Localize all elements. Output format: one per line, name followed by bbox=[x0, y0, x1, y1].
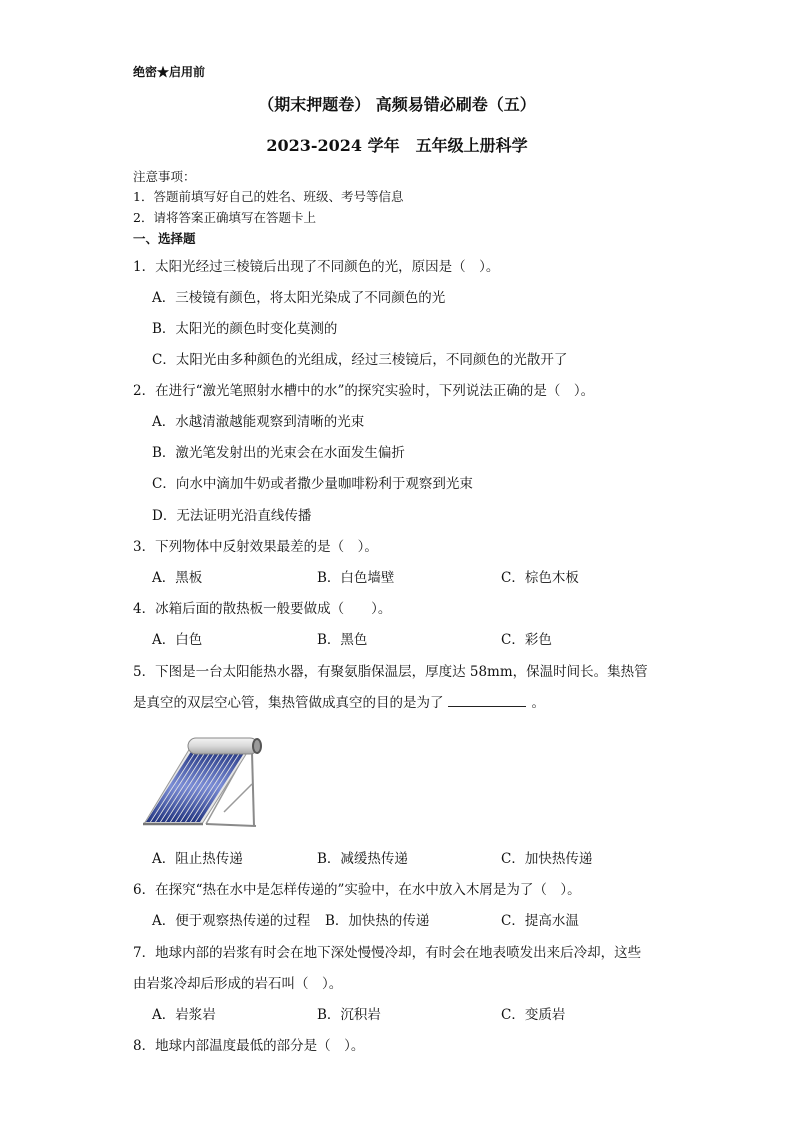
question-7-option-b: B．沉积岩 bbox=[317, 1007, 381, 1023]
exam-subtitle: 2023-2024 学年 五年级上册科学 bbox=[266, 136, 528, 155]
question-3-option-b: B．白色墙壁 bbox=[317, 570, 395, 586]
question-5-option-c: C．加快热传递 bbox=[501, 851, 593, 867]
question-6-option-a: A．便于观察热传递的过程 bbox=[152, 913, 311, 929]
question-1-option-b: B．太阳光的颜色时变化莫测的 bbox=[152, 321, 338, 337]
question-5-line-2 bbox=[133, 691, 545, 711]
solar-water-heater-image bbox=[140, 734, 268, 832]
question-4-option-c: C．彩色 bbox=[501, 632, 552, 648]
question-5-line-1: 5．下图是一台太阳能热水器，有聚氨脂保温层，厚度达 58mm，保温时间长。集热管 bbox=[133, 664, 648, 680]
question-5-option-a: A．阻止热传递 bbox=[152, 851, 243, 867]
question-3-option-c: C．棕色木板 bbox=[501, 570, 579, 586]
question-1-option-c: C．太阳光由多种颜色的光组成，经过三棱镜后，不同颜色的光散开了 bbox=[152, 352, 568, 368]
question-6-option-b: B．加快热的传递 bbox=[325, 913, 430, 929]
question-4-option-a: A．白色 bbox=[152, 632, 203, 648]
question-1-stem: 1．太阳光经过三棱镜后出现了不同颜色的光，原因是（ ）。 bbox=[133, 259, 500, 275]
question-7-line-1: 7．地球内部的岩浆有时会在地下深处慢慢冷却，有时会在地表喷发出来后冷却，这些 bbox=[133, 945, 642, 961]
answer-blank[interactable] bbox=[448, 694, 526, 707]
question-2-option-c: C．向水中滴加牛奶或者撒少量咖啡粉利于观察到光束 bbox=[152, 476, 473, 492]
question-2-option-d: D．无法证明光沿直线传播 bbox=[152, 508, 312, 524]
question-2-stem: 2．在进行“激光笔照射水槽中的水”的探究实验时，下列说法正确的是（ ）。 bbox=[133, 383, 595, 399]
question-6-option-c: C．提高水温 bbox=[501, 913, 579, 929]
question-8-stem: 8．地球内部温度最低的部分是（ ）。 bbox=[133, 1038, 365, 1054]
question-7-option-a: A．岩浆岩 bbox=[152, 1007, 216, 1023]
question-4-stem: 4．冰箱后面的散热板一般要做成（ ）。 bbox=[133, 601, 392, 617]
notes-heading: 注意事项： bbox=[133, 169, 196, 184]
question-7-line-2: 由岩浆冷却后形成的岩石叫（ ）。 bbox=[133, 976, 343, 992]
question-5-line-2-text: 是真空的双层空心管，集热管做成真空的目的是为了 bbox=[133, 695, 444, 711]
question-1-option-a: A．三棱镜有颜色，将太阳光染成了不同颜色的光 bbox=[152, 290, 446, 306]
question-4-option-b: B．黑色 bbox=[317, 632, 368, 648]
question-2-option-a: A．水越清澈越能观察到清晰的光束 bbox=[152, 414, 365, 430]
question-3-option-a: A．黑板 bbox=[152, 570, 203, 586]
header-secret-label: 绝密★启用前 bbox=[133, 65, 206, 79]
question-6-stem: 6．在探究“热在水中是怎样传递的”实验中，在水中放入木屑是为了（ ）。 bbox=[133, 882, 581, 898]
exam-title: （期末押题卷） 高频易错必刷卷（五） bbox=[258, 95, 536, 114]
notes-item-2: 2．请将答案正确填写在答题卡上 bbox=[133, 210, 316, 225]
question-5-option-b: B．减缓热传递 bbox=[317, 851, 408, 867]
question-7-option-c: C．变质岩 bbox=[501, 1007, 566, 1023]
section-heading: 一、选择题 bbox=[133, 231, 196, 246]
question-3-stem: 3．下列物体中反射效果最差的是（ ）。 bbox=[133, 539, 378, 555]
question-2-option-b: B．激光笔发射出的光束会在水面发生偏折 bbox=[152, 445, 405, 461]
question-5-line-2-end: 。 bbox=[531, 695, 545, 711]
notes-item-1: 1．答题前填写好自己的姓名、班级、考号等信息 bbox=[133, 189, 404, 204]
